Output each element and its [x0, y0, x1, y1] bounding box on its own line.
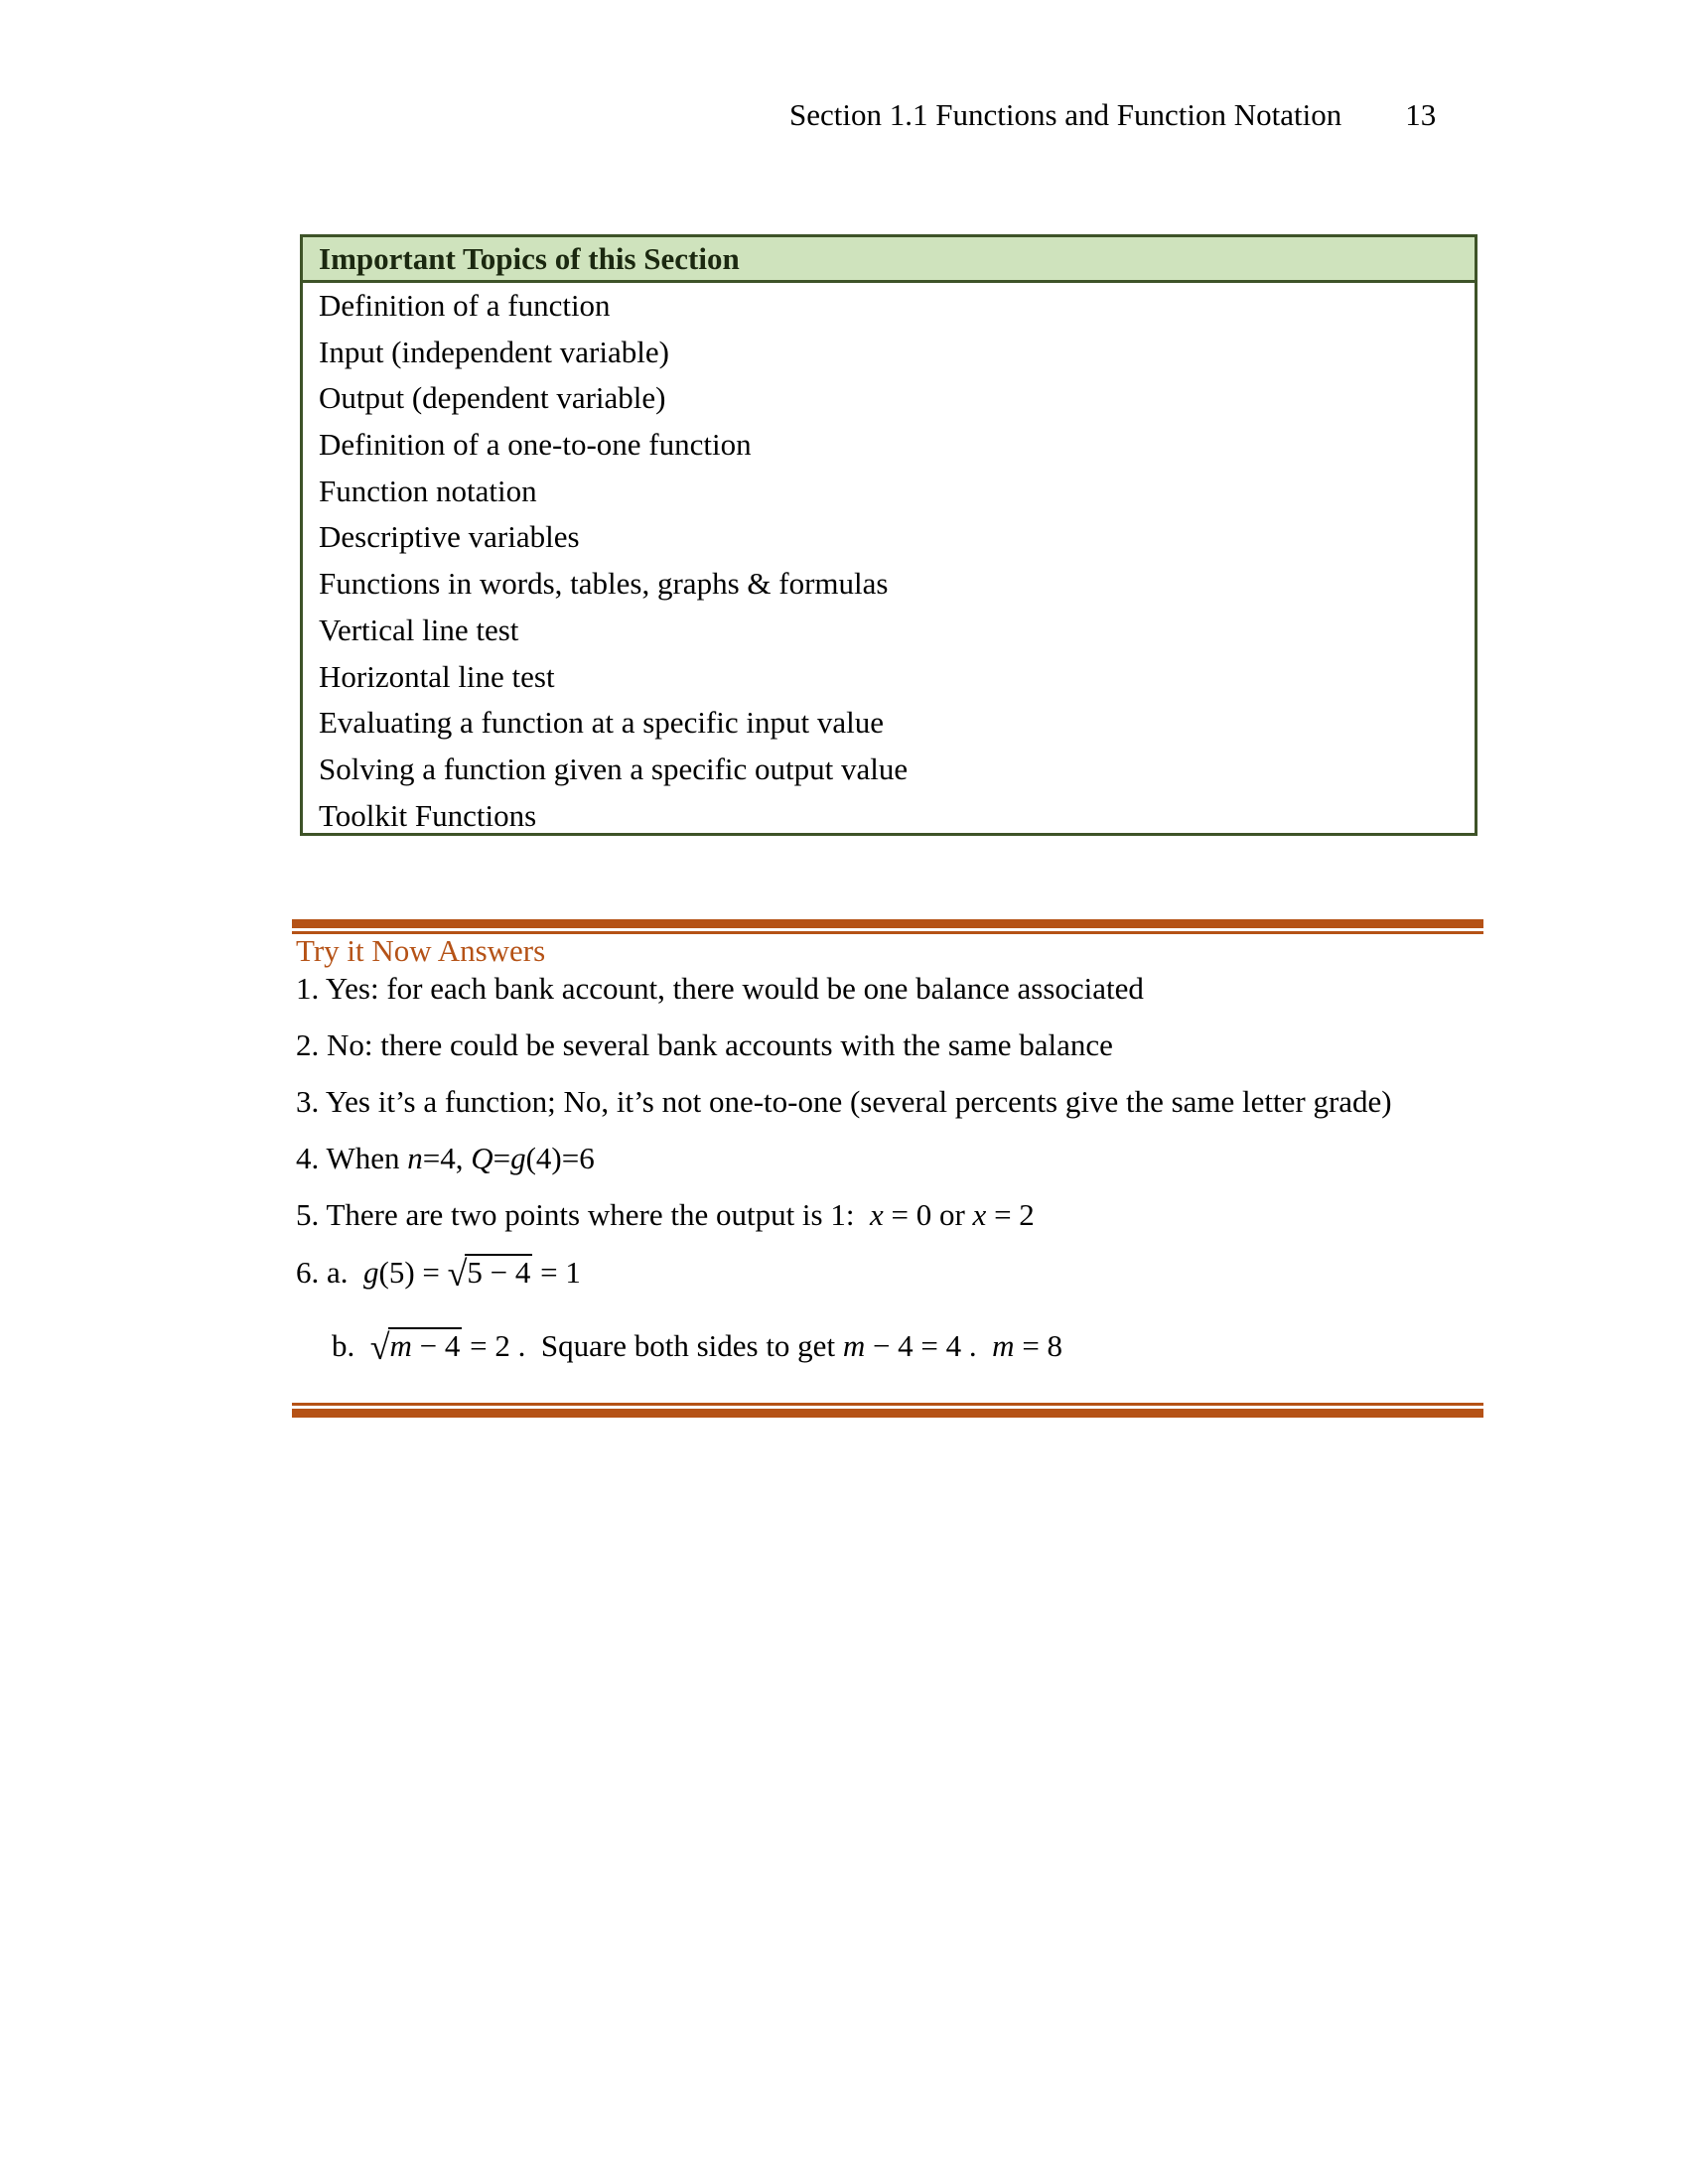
answers-bottom-rule	[292, 1403, 1483, 1418]
answer-4-eq2: =	[492, 1141, 511, 1175]
answer-5	[296, 1195, 1035, 1235]
page-number: 13	[1405, 97, 1437, 132]
radicand	[388, 1327, 463, 1363]
answer-6a	[296, 1253, 581, 1293]
topic-item: Solving a function given a specific output value	[319, 751, 909, 786]
variable-m: m	[842, 1328, 866, 1363]
topic-item: Input (independent variable)	[319, 334, 669, 369]
radicand: 5 − 4	[467, 1255, 531, 1290]
variable-m: m	[992, 1328, 1015, 1363]
answer-2: 2. No: there could be several bank accounts with the same balance	[296, 1027, 1113, 1062]
topics-list	[303, 283, 1475, 839]
radicand-rest: − 4	[411, 1328, 461, 1363]
try-it-now-answers-title: Try it Now Answers	[296, 933, 546, 968]
topic-item: Horizontal line test	[319, 658, 555, 694]
answer-6a-label: 6. a.	[296, 1255, 364, 1290]
answer-5-text: 5. There are two points where the output is 1:	[296, 1197, 870, 1232]
answer-4-eq1: =4,	[422, 1141, 472, 1175]
variable-g: g	[510, 1141, 526, 1175]
variable-g: g	[363, 1255, 379, 1290]
topic-item: Definition of a one-to-one function	[319, 427, 752, 463]
variable-x: x	[869, 1197, 884, 1232]
answer-5-eq2: = 2	[986, 1197, 1035, 1232]
topic-item: Evaluating a function at a specific input value	[319, 705, 884, 741]
important-topics-box	[300, 234, 1477, 836]
variable-x: x	[972, 1197, 987, 1232]
radical-sign-icon: √	[447, 1254, 468, 1294]
section-title: Section 1.1 Functions and Function Notation	[789, 97, 1342, 132]
topic-item: Vertical line test	[319, 612, 519, 647]
square-root-expression	[370, 1326, 463, 1366]
topic-item: Toolkit Functions	[319, 797, 537, 833]
variable-n: n	[407, 1141, 423, 1175]
topic-item: Output (dependent variable)	[319, 380, 666, 416]
topics-box-title: Important Topics of this Section	[303, 237, 1475, 283]
answer-6b-eq: = 2 . Square both sides to get	[462, 1328, 843, 1363]
rule-thick-line	[292, 919, 1483, 928]
rule-thick-line	[292, 1409, 1483, 1418]
answer-5-eq1: = 0 or	[883, 1197, 973, 1232]
running-header	[789, 95, 1436, 135]
answer-6b-eq2: − 4 = 4 .	[865, 1328, 993, 1363]
answer-4-prefix: 4. When	[296, 1141, 408, 1175]
answer-4	[296, 1139, 595, 1178]
answer-3: 3. Yes it’s a function; No, it’s not one-to-one (several percents give the same letter grade)	[296, 1084, 1392, 1119]
topic-item: Descriptive variables	[319, 519, 580, 555]
radical-sign-icon: √	[369, 1327, 390, 1367]
variable-Q: Q	[471, 1141, 493, 1175]
topic-item: Functions in words, tables, graphs & formulas	[319, 566, 889, 602]
answer-6b-eq3: = 8	[1014, 1328, 1063, 1363]
answer-6b-label: b.	[332, 1328, 370, 1363]
answer-6b	[332, 1326, 1062, 1366]
topic-item: Function notation	[319, 473, 537, 508]
answer-4-rest: (4)=6	[525, 1141, 595, 1175]
answer-6a-result: = 1	[532, 1255, 581, 1290]
variable-m: m	[389, 1328, 412, 1363]
answer-1: 1. Yes: for each bank account, there would be one balance associated	[296, 971, 1144, 1006]
square-root-expression	[448, 1253, 533, 1293]
topic-item: Definition of a function	[319, 288, 611, 323]
answer-6a-arg: (5) =	[378, 1255, 448, 1290]
